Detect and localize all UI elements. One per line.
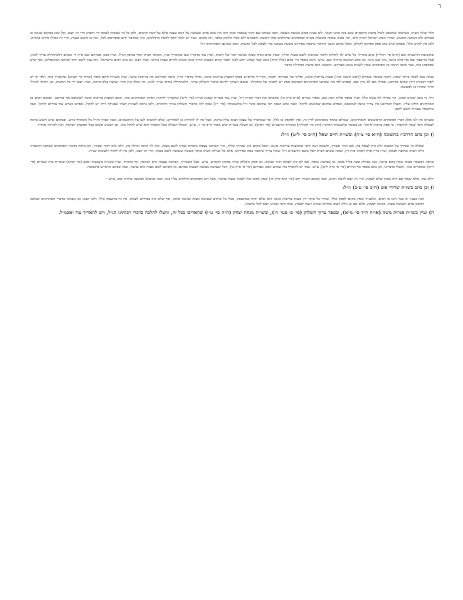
body-paragraph: ״ולא עוד, אלא שאף אם היה מכוון שלא לצאת, הרי זה יוצא לדעת רבים, וכמו שכתב הטורי זהב (סי׳ ת״פ ס״ק א׳) שאין אדם יכול לעקור מצוה בדבור, אבל רוב הפוסקים חולקים עליו בזה, וכמו שהביא המשנה ברורה שם, ע״ש.״ <box>106 175 434 181</box>
section-label: ח) <box>428 210 434 217</box>
quoted-paragraph: שאלה מי שבירך על המצוה ולא כיון לצאת בה, אם חוזר ומברך, תשובה הנה ודאי שהמצות צריכות כוונה, ומכל מקום כיון שבירך עליה, הרי הברכה עצמה מוכחת שכיון לשם מצוה, ואין לך כוונה גדולה מזו, ולכן אינו חוזר ומברך, וכן נראה מדברי הפוסקים שכתבו דהמברך גילה דעתו שרוצה לצאת, ועיין בר״ן פרק ראוהו בית דין, ובמה שכתב הבית יוסף בשם הרשב״א ז״ל, שאין צריך שיאמר בפה בפירוש, אלא כל שגילה דעתו מתוך מעשיו שעושה לשם מצוה, הרי זה יוצא, ולכן אין לו לחזור ולעשות שנית. <box>30 142 424 153</box>
source-heading <box>30 132 434 139</box>
source-heading-text: וכן כתב הרדב״ז בתשובה (ח״א סי׳ צ״ה) ובשו״ת חיים שאל (ח״ב סי׳ ל״ט) וז״ל: <box>280 131 429 138</box>
page-number: ד <box>438 3 441 10</box>
body-paragraph: ונראה דבשאר מצות שאין בהם ברכה, כגון אכילת מצה בליל פסח, או שמיעת שופר, אם לא כיון לצאת חוזר ועושה, וכן פסק השלחן ערוך בסימן תקפ״ט, ע״ש. אבל כשבירך, הברכה עצמה היא הכוונה, וזה מוכרח, ועיין בשו״ת משכנות יעקב (סי׳ קכ״ב) ובשו״ת בית שערים (סי׳ ר״מ) שהאריכו בזה, והעלו כדברינו, וכן כתב בספר כף החיים (סי׳ ס׳ ס״ק ל״ב), ע״ש. ועוד יש להוסיף מה שכתב המגן אברהם (סי׳ ס׳ ס״ק ב׳), דכל שעושה מעשה המצוה בסתם, מן הסתם לשם מצוה הוא עושה, וכמו שכתב הרא״ש בתשובה. <box>30 159 434 170</box>
document-body <box>30 24 434 592</box>
body-paragraph: תלוי בגלוי דעתו, כשיטתו שהבאנו לעיל בדעת הרמב״ם שגם בזה מהני תנאי, ולא בעינן ממש בשעת מעשה, וכמו שכתב שם דזהו שנאמר בזמן הזה אין שום אדם שעושה על דעת עצמו אלא על דעת הרבים, ולכן כל מי שמכוון לצאת ידי חובתו הרי זה יוצא, וכל שכן במקום שנהגו כן מעולם ולא נשתנה המנהג, שהרי מנהג ישראל תורה היא, וכך מצינו בכמה מקומות בש״ס ובפוסקים שהולכים אחר המנהג והסברא ולא אחר הלשון בלבד, וזה פשוט. ועוד יש לומר דאף לדעת החולקים, כיון שהדבר ידוע ומפורסם לכל, ואין בו חשש טעות, הרי זה כאילו פירש בהדיא, ולכן אין לחוש כלל, ובפרט שיש כאן ספק ספיקא לקולא, ומכל מקום הנכון והראוי שיאמר בפירוש בשעת מעשה כדי לצאת לכל הדעות, וכמו שכתבו האחרונים ז״ל. <box>30 30 434 46</box>
body-paragraph: ועתה נבא לבאר ביתר שאת, דהנה מבואר בגמרא (ראש השנה כח:) מצות צריכות כוונה, ופליגי בה אמוראי ותנאי, והרי״ף והרא״ש פסקו דמצות צריכות כוונה, ואילו מדברי הר״ן נראה דבדרבנן אין צריכות כוונה, ועיין בשו״ת חתם סופר (או״ח סי׳ קצ״ט) שהאריך בזה. ולפי זה יש לומר דבנידון דידן שהוא מדרבנן, אפילו אם לא כיון יצא, ובפרט לפי מה שכתבו האחרונים דבמקום ספק יש לסמוך על המקילין. אמנם העיקר לדינא כדברי השלחן ערוך, דלכתחילה בודאי צריך לכוון, ומי שלא כיון חוזר ועושה בלא ברכה, ובזה יוצא ידי כל הדעות, וכן ראיתי לגדולי הדור שהורו כן למעשה. <box>30 73 434 89</box>
body-paragraph: ובתשובת הרשב״א שם (ח״א סי׳ תרל״ו) כתב בזה״ל: כל שיש לנו לתלות ולומר שנתכוון לשם מצוה תולין, שאין אדם מניח מצוה ועושה דבר של רשות, ועיין עוד בדבריו שם שהאריך בזה, והביאו הבית יוסף בסימן הנ״ל. ועיין במגן אברהם שם ס״ק ד׳ שכתב דלכתחילה צריך לכוון, אבל בדיעבד יצא אף בלא כוונה, כיון שכן נהגו. וכן כתב המשנה ברורה שם, ע״ש. והנה בספר חיי אדם (כלל ס״ח) כתב שמי שאינו יודע לכוון יאמר קודם המצוה הריני מוכן ומזומן לקיים מצות בוראי, ובזה יוצא, וכן נהגו רבים מישראל, וזהו ענין לשם יחוד שתקנו המקובלים, ואף שיש שפקפקו בזה, כבר כתבו הרבה מן הפוסקים שאין לשנות מנהג אבותינו, והמנהג הוא כדעת המקילין בדבר. <box>30 51 434 68</box>
source-heading-text: וכן כתב בשו״ת שרידי אש (ח״ב סי׳ ע״ב) וז״ל: <box>342 184 429 191</box>
body-paragraph: ומעתה אין לנו אלא דברי הפוסקים הראשונים והאחרונים, שכולם כאחד מסכימים לדין זה, ואין לפקפק בו כלל, ומי שמחמיר על עצמו תבוא עליו ברכה, אבל אין לו להורות כן לאחרים, שלא להוציא לעז על הראשונים, וכבר אמרו חז״ל כל המוסיף גורע, ובמקום שיש חשש ברכה לבטלה ודאי שאין להחמיר, כי ספק ברכות להקל. וכן מבואר בתשובות הרדב״ז (ח״ג סי׳ תקל״ה) ובשו״ת הרשב״ש (סי׳ רפ״ב), וכן העלה בשו״ת יביע אומר ח״ב סי׳ ו׳, ע״ש. והכלל העולה מכל האמור הוא שיש להקל בזה, וכן המנהג פשוט בכל תפוצות ישראל, ואין להרהר אחריו. <box>30 117 434 128</box>
section-label: ז) <box>430 184 434 191</box>
section-label: ו) <box>430 131 434 138</box>
source-heading-text: ועיין בשו״ת אגרות משה (או״ח ח״ד סי׳ מ״א), ובספר ערוך השלחן (סי׳ ס׳ סעי׳ ה׳), ובשו״ת מנחת יצחק (ח״ה סי׳ ט״ו) שהאריכו בכל זה, והעלו להלכה כדברי רבותינו הנ״ל, ויש להאריך עוד ואכמ״ל. <box>58 210 428 217</box>
source-heading <box>30 185 434 192</box>
quoted-paragraph: הנה בענין זה כבר דשו בו רבים, ונלענ״ד שאין מקום לספק כלל, שהרי כל עיקר דין מצות צריכות כוונה הוא שלא יהיה כמתעסק, אבל כל שיודע שעושה מצוה ועושה אותה, אף שלא כיון בפירוש לצאת, אין זה מתעסק כלל, ולכן יוצא, וכן מבואר בדברי האחרונים שכתבו דסתם אדם העושה מצוה, כוונתו לצאת, אלא אם כן גילה דעתו בהדיא שאינו רוצה לצאת, ובזה ודאי שאינו יוצא לכל הדעות. <box>30 195 424 206</box>
body-paragraph: ז״ל: כי בזמן שאינו מכוון, הוי כאילו לא עשה כלל, ועיין בספר אליה רבה שם, ובפרי מגדים (א״א ס״ק ב׳) שהביאו את דברי הב״ח ז״ל, ועיין עוד בשו״ת שאגת אריה (סי׳ ל״ט) שהאריך לדחות ראיות האחרונים בזה, וכתב דמצות צריכות כוונה לעיכובא אף בדרבנן. ואמנם רבים מן האחרונים חלקו עליו, והעלו דבדרבנן אין צריך כוונה לעיכובא, ובפרט במקום שהמנהג להקל. וכבר כתב הגאון רבי עקיבא איגר ז״ל בתשובותיו (סי׳ י״ז) שאין לזוז מדברי השלחן ערוך והרמ״א, ולכן נראה לעניות דעתי שבנידון דידן יש להקל, ובפרט כשיש עוד צדדים להקל, וכמו שיתבאר בעזרת השם לקמן. <box>30 95 434 111</box>
source-heading <box>30 210 434 217</box>
